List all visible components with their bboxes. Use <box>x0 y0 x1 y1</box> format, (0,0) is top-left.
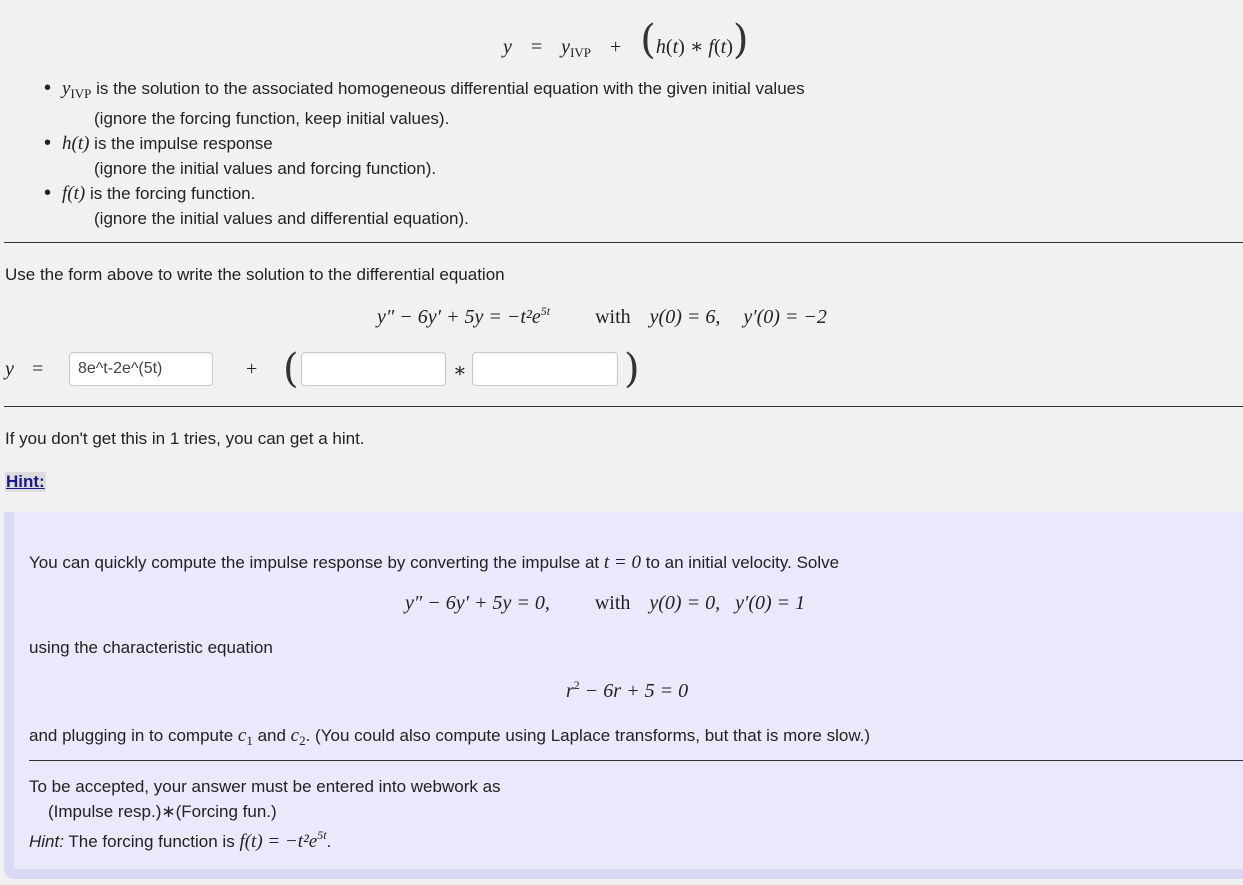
ode-exponent: 5t <box>540 304 551 318</box>
hint-accept-line2: (Impulse resp.)∗(Forcing fun.) <box>48 802 277 821</box>
hint-ode <box>405 592 805 615</box>
hint-intro <box>29 552 839 574</box>
hint-divider <box>29 760 1243 761</box>
definition-text: is the solution to the associated homogeneous differential equation with the given initial values <box>96 79 805 98</box>
hint-link[interactable]: Hint: <box>6 472 45 491</box>
hint-plug-line <box>29 725 870 749</box>
hint-final-text: The forcing function is <box>68 832 235 851</box>
hint-plug-text-b: . (You could also compute using Laplace transforms, but that is more slow.) <box>305 726 871 745</box>
definition-text: is the impulse response <box>94 134 273 153</box>
definition-item-yivp <box>44 76 805 131</box>
impulse-response-input[interactable] <box>301 352 446 386</box>
form-y: y <box>503 36 512 58</box>
answer-star: ∗ <box>453 360 467 382</box>
tries-message: If you don't get this in 1 tries, you can get a hint. <box>5 429 365 448</box>
definition-text: is the forcing function. <box>89 184 256 203</box>
divider-top <box>4 242 1243 243</box>
definition-term-sub: IVP <box>70 86 92 101</box>
problem-instruction: Use the form above to write the solution to the differential equation <box>5 265 505 284</box>
form-y-ivp: y <box>561 36 571 58</box>
ode-expression: y″ − 6y′ + 5y = −t²e <box>377 306 541 328</box>
form-star: ∗ <box>689 36 704 58</box>
problem-ode <box>377 304 827 329</box>
form-left-paren: ( <box>640 17 656 63</box>
answer-y-label: y <box>5 358 14 380</box>
hint-ode-expression: y″ − 6y′ + 5y = 0, <box>405 592 550 614</box>
form-plus: + <box>610 36 622 58</box>
hint-ode-ic2: y′(0) = 1 <box>735 592 806 614</box>
hint-c1: c <box>237 725 247 746</box>
definition-note: (ignore the initial values and differential equation). <box>94 209 469 228</box>
hint-plug-and: and <box>257 726 286 745</box>
form-h-t: t <box>672 36 679 58</box>
yivp-answer-input[interactable] <box>69 352 213 386</box>
hint-intro-text-b: to an initial velocity. Solve <box>645 553 840 572</box>
hint-final-label: Hint: <box>29 832 64 851</box>
answer-left-paren: ( <box>283 346 299 392</box>
definition-note: (ignore the forcing function, keep initial values). <box>94 109 450 128</box>
char-eq-r: r <box>566 680 574 702</box>
hint-intro-text-a: You can quickly compute the impulse response by converting the impulse at <box>29 553 600 572</box>
hint-c2: c <box>290 725 300 746</box>
forcing-function-input[interactable] <box>472 352 618 386</box>
hint-accept-line1: To be accepted, your answer must be entered into webwork as <box>29 777 501 796</box>
hint-char-equation <box>566 678 688 703</box>
form-y-ivp-sub: IVP <box>570 45 592 60</box>
hint-ode-ic1: y(0) = 0, <box>649 592 721 614</box>
ode-with: with <box>595 306 631 328</box>
divider-bottom <box>4 406 1243 407</box>
definition-item-h <box>44 131 805 181</box>
char-eq-squared: 2 <box>573 678 580 692</box>
ode-ic1: y(0) = 6, <box>649 306 721 328</box>
definition-item-f <box>44 181 805 231</box>
definition-term: f(t) <box>62 183 86 204</box>
hint-final-exp: 5t <box>317 828 327 842</box>
hint-final-end: . <box>326 832 332 851</box>
hint-ode-with: with <box>594 592 631 614</box>
form-f: f <box>708 36 714 58</box>
definition-term: h(t) <box>62 133 90 154</box>
hint-char-text: using the characteristic equation <box>29 638 273 657</box>
hint-final-math: f(t) = −t²e <box>239 831 318 852</box>
char-eq-rest: − 6r + 5 = 0 <box>579 680 689 702</box>
hint-final <box>29 828 331 853</box>
answer-plus: + <box>246 358 258 380</box>
form-right-paren: ) <box>732 17 749 63</box>
answer-equals: = <box>32 358 44 380</box>
answer-right-paren: ) <box>624 346 640 392</box>
solution-form-equation: $y = y_{IVP} + (h(t)$ ∗ f(t)) <box>503 17 749 63</box>
definition-term: y <box>62 78 71 99</box>
form-f-t: t <box>720 36 727 58</box>
hint-plug-text-a: and plugging in to compute <box>29 726 234 745</box>
ode-ic2: y′(0) = −2 <box>743 306 827 328</box>
form-h: h <box>655 36 666 58</box>
form-equals: = <box>530 36 543 58</box>
hint-intro-math: t = 0 <box>603 552 641 573</box>
definition-list <box>44 76 805 231</box>
hint-c1-sub: 1 <box>246 733 253 748</box>
hint-c2-sub: 2 <box>299 733 306 748</box>
definition-note: (ignore the initial values and forcing function). <box>94 159 437 178</box>
